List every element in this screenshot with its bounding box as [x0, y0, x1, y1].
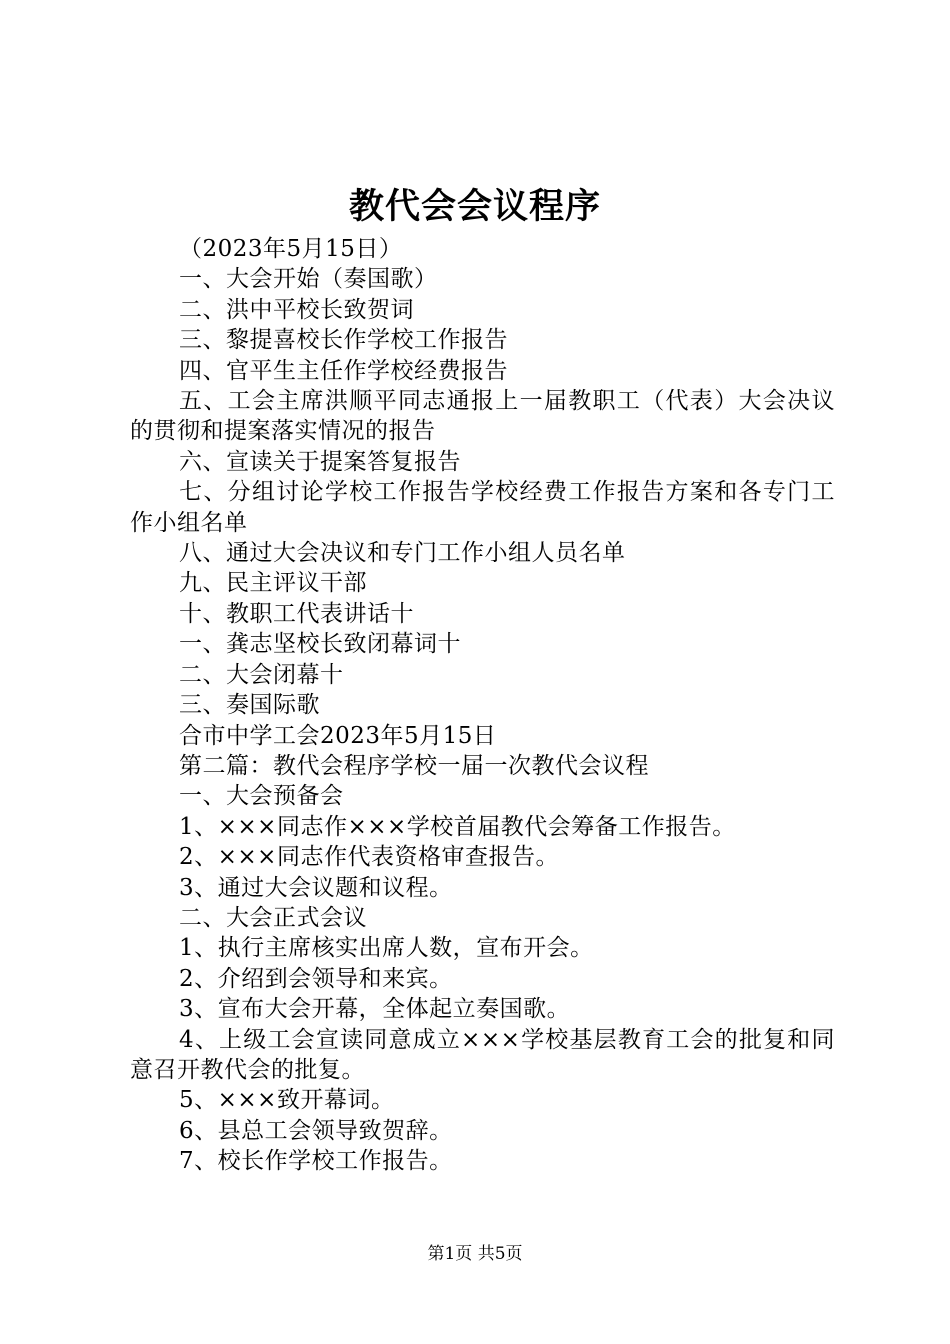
agenda-item: 八、通过大会决议和专门工作小组人员名单: [179, 540, 626, 567]
page-footer: 第1页 共5页: [427, 1244, 523, 1264]
agenda-item: 三、黎提喜校长作学校工作报告: [179, 327, 508, 354]
document-body: [130, 234, 835, 1177]
agenda-item: 二、洪中平校长致贺词: [179, 296, 414, 323]
agenda-item: 一、大会开始（奏国歌）: [179, 266, 438, 293]
signature-line: 合市中学工会2023年5月15日: [179, 722, 497, 749]
agenda-item: 1、执行主席核实出席人数，宣布开会。: [179, 935, 594, 962]
agenda-item: 1、×××同志作×××学校首届教代会筹备工作报告。: [179, 813, 736, 840]
agenda-item: 2、×××同志作代表资格审查报告。: [179, 844, 559, 871]
page-title: 教代会会议程序: [348, 186, 601, 227]
agenda-item: 4、上级工会宣读同意成立×××学校基层教育工会的批复和同意召开教代会的批复。: [130, 1026, 835, 1083]
agenda-item: 3、宣布大会开幕，全体起立奏国歌。: [179, 996, 571, 1023]
agenda-item: 十、教职工代表讲话十: [179, 600, 414, 627]
agenda-item: 3、通过大会议题和议程。: [179, 874, 453, 901]
agenda-item: 2、介绍到会领导和来宾。: [179, 965, 453, 992]
agenda-item: 九、民主评议干部: [179, 570, 367, 597]
agenda-item: 5、×××致开幕词。: [179, 1087, 395, 1114]
agenda-item: 七、分组讨论学校工作报告学校经费工作报告方案和各专门工作小组名单: [130, 479, 835, 536]
agenda-section: 二、大会正式会议: [179, 904, 367, 931]
section-heading: 第二篇：教代会程序学校一届一次教代会议程: [179, 752, 649, 779]
agenda-item: 二、大会闭幕十: [179, 661, 344, 688]
agenda-item: 6、县总工会领导致贺辞。: [179, 1117, 453, 1144]
date-line: （2023年5月15日）: [179, 236, 403, 262]
agenda-item: 三、奏国际歌: [179, 692, 320, 719]
agenda-item: 7、校长作学校工作报告。: [179, 1148, 453, 1175]
agenda-item: 六、宣读关于提案答复报告: [179, 448, 461, 475]
agenda-item: 五、工会主席洪顺平同志通报上一届教职工（代表）大会决议的贯彻和提案落实情况的报告: [130, 388, 835, 445]
agenda-item: 一、龚志坚校长致闭幕词十: [179, 631, 461, 658]
agenda-item: 四、官平生主任作学校经费报告: [179, 357, 508, 384]
agenda-section: 一、大会预备会: [179, 783, 344, 810]
